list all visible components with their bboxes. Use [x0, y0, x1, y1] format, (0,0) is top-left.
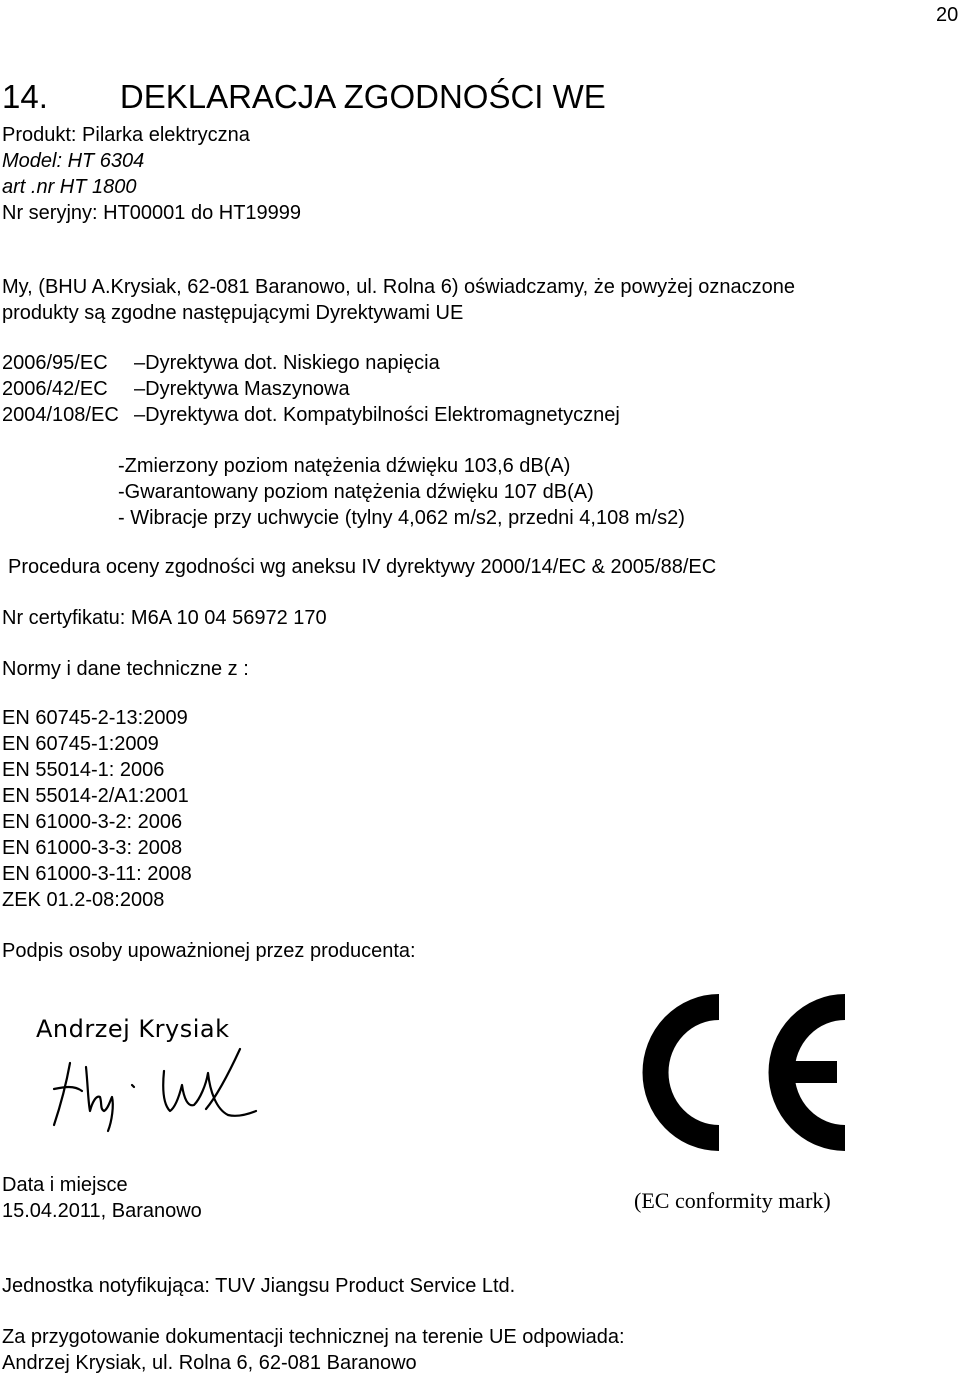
date-value: 15.04.2011, Baranowo: [2, 1200, 202, 1222]
certificate-number: Nr certyfikatu: M6A 10 04 56972 170: [2, 607, 327, 629]
handwritten-signature-icon: [30, 1045, 270, 1135]
norm-item: EN 60745-2-13:2009: [2, 707, 188, 729]
norms-list: [2, 705, 192, 913]
date-label: Data i miejsce: [2, 1174, 128, 1196]
ce-mark-icon: [595, 985, 865, 1160]
norm-item: EN 61000-3-2: 2006: [2, 811, 183, 833]
measurement-item: -Zmierzony poziom natężenia dźwięku 103,6 dB(A): [118, 455, 571, 477]
serial-number-line: Nr seryjny: HT00001 do HT19999: [2, 202, 302, 224]
directive-description: –Dyrektywa dot. Kompatybilności Elektromagnetycznej: [134, 404, 620, 426]
signature-name: Andrzej Krysiak: [36, 1015, 230, 1043]
directive-item: [2, 402, 620, 428]
product-line: Produkt: Pilarka elektryczna: [2, 124, 250, 146]
model-line: Model: HT 6304: [2, 150, 145, 172]
page-title: [2, 78, 606, 116]
section-title: DEKLARACJA ZGODNOŚCI WE: [119, 78, 606, 115]
directive-code: 2006/42/EC: [2, 378, 108, 400]
article-number-line: art .nr HT 1800: [2, 176, 137, 198]
norm-item: EN 55014-1: 2006: [2, 759, 165, 781]
declaration-line-2: produkty są zgodne następującymi Dyrektywami UE: [2, 302, 464, 324]
directive-code: 2004/108/EC: [2, 404, 119, 426]
directives-list: [2, 350, 620, 428]
page-number: 20: [936, 4, 959, 26]
procedure-text: Procedura oceny zgodności wg aneksu IV dyrektywy 2000/14/EC & 2005/88/EC: [8, 556, 717, 578]
directive-item: [2, 376, 620, 402]
notified-body: Jednostka notyfikująca: TUV Jiangsu Product Service Ltd.: [2, 1275, 516, 1297]
directive-code: 2006/95/EC: [2, 352, 108, 374]
norms-heading: Normy i dane techniczne z :: [2, 658, 249, 680]
declaration-line-1: My, (BHU A.Krysiak, 62-081 Baranowo, ul. Rolna 6) oświadczamy, że powyżej oznaczone: [2, 276, 795, 298]
directive-description: –Dyrektywa Maszynowa: [134, 378, 350, 400]
measurement-item: -Gwarantowany poziom natężenia dźwięku 107 dB(A): [118, 481, 594, 503]
date-place: [2, 1172, 202, 1224]
norm-item: ZEK 01.2-08:2008: [2, 889, 165, 911]
norm-item: EN 55014-2/A1:2001: [2, 785, 189, 807]
documentation-line-2: Andrzej Krysiak, ul. Rolna 6, 62-081 Baranowo: [2, 1352, 417, 1374]
section-number: 14.: [2, 78, 48, 115]
measurement-item: - Wibracje przy uchwycie (tylny 4,062 m/s2, przedni 4,108 m/s2): [118, 507, 685, 529]
signature-heading: Podpis osoby upoważnionej przez producenta:: [2, 940, 416, 962]
directive-description: –Dyrektywa dot. Niskiego napięcia: [134, 352, 440, 374]
ce-mark: [595, 985, 865, 1160]
measurements-list: [118, 453, 685, 531]
norm-item: EN 60745-1:2009: [2, 733, 159, 755]
signature: [30, 1015, 270, 1135]
directive-item: [2, 350, 620, 376]
norm-item: EN 61000-3-11: 2008: [2, 863, 192, 885]
documentation-responsible: [2, 1324, 625, 1376]
product-info: [2, 122, 301, 226]
declaration-text: [2, 274, 795, 326]
documentation-line-1: Za przygotowanie dokumentacji technicznej na terenie UE odpowiada:: [2, 1326, 625, 1348]
norm-item: EN 61000-3-3: 2008: [2, 837, 183, 859]
ce-mark-caption: (EC conformity mark): [634, 1188, 831, 1213]
